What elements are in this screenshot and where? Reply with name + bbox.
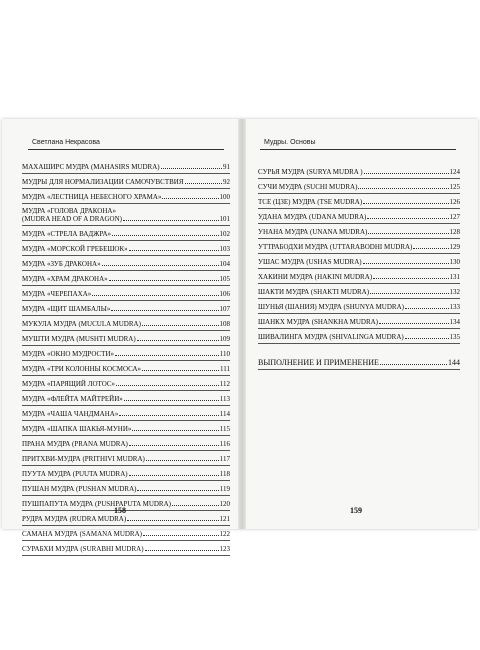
toc-entry xyxy=(22,361,230,376)
toc-entry xyxy=(22,391,230,406)
toc-entry-page: 125 xyxy=(449,183,460,191)
toc-entry-page: 107 xyxy=(219,305,230,313)
toc-entry-title: ШУНЬЯ (ШАНИЯ) МУДРА (SHUNYA MUDRA) xyxy=(258,303,404,311)
book-gutter xyxy=(238,119,246,529)
toc-dot-leader xyxy=(143,535,219,536)
toc-entry-title xyxy=(22,207,122,223)
toc-entry xyxy=(22,511,230,526)
toc-entry xyxy=(22,436,230,451)
toc-dot-leader xyxy=(146,460,219,461)
toc-dot-leader xyxy=(92,295,218,296)
toc-entry xyxy=(22,189,230,204)
toc-entry-page: 128 xyxy=(449,228,460,236)
toc-entry-title: МУКУЛА МУДРА (MUCULA MUDRA) xyxy=(22,320,141,328)
toc-dot-leader xyxy=(111,310,218,311)
toc-dot-leader xyxy=(119,415,218,416)
toc-entry-title: МУДРА «МОРСКОЙ ГРЕБЕШОК» xyxy=(22,245,128,253)
right-head-rule xyxy=(260,149,456,150)
toc-dot-leader xyxy=(129,250,219,251)
toc-dot-leader xyxy=(129,445,219,446)
toc-entry-title: ТСЕ (ЦЗЕ) МУДРА (TSE MUDRA) xyxy=(258,198,363,206)
left-head-rule xyxy=(28,149,224,150)
toc-entry xyxy=(22,406,230,421)
toc-entry-page: 116 xyxy=(219,440,230,448)
right-toc-list xyxy=(258,164,460,370)
toc-entry-title: УТТРАБОДХИ МУДРА (UTTARABODHI MUDRA) xyxy=(258,243,413,251)
toc-dot-leader xyxy=(145,550,219,551)
toc-entry-page: 132 xyxy=(449,288,460,296)
toc-entry-page: 121 xyxy=(219,515,230,523)
toc-entry-title: МУДРА «ЧАША ЧАНДМАНА» xyxy=(22,410,119,418)
toc-entry-title: МУДРА «ТРИ КОЛОННЫ КОСМОСА» xyxy=(22,365,142,373)
toc-entry-title: САМАНА МУДРА (SAMANA MUDRA) xyxy=(22,530,142,538)
toc-entry-page: 133 xyxy=(449,303,460,311)
toc-entry-title: СУЧИ МУДРА (SUCHI MUDRA) xyxy=(258,183,358,191)
toc-entry-page: 103 xyxy=(219,245,230,253)
toc-section-page: 144 xyxy=(448,358,460,367)
toc-entry-page: 92 xyxy=(223,178,230,186)
toc-entry-page: 123 xyxy=(219,545,230,553)
toc-entry-title: УНАНА МУДРА (UNANA MUDRA) xyxy=(258,228,368,236)
left-running-head: Светлана Некрасова xyxy=(32,139,100,146)
toc-entry-title: МУДРА «ЗУБ ДРАКОНА» xyxy=(22,260,101,268)
toc-entry xyxy=(22,204,230,226)
toc-entry-title: МУДРА «ЛЕСТНИЦА НЕБЕСНОГО ХРАМА» xyxy=(22,193,162,201)
toc-entry-title: УДАНА МУДРА (UDANA MUDRA) xyxy=(258,213,367,221)
toc-entry-page: 91 xyxy=(223,163,230,171)
toc-entry xyxy=(258,164,460,179)
toc-entry-title: ХАКИНИ МУДРА (HAKINI MUDRA) xyxy=(258,273,373,281)
toc-entry-title: ШАКТИ МУДРА (SHAKTI MUDRA) xyxy=(258,288,370,296)
toc-entry-page: 105 xyxy=(219,275,230,283)
toc-entry xyxy=(22,451,230,466)
toc-entry-page: 110 xyxy=(219,350,230,358)
toc-entry xyxy=(258,299,460,314)
toc-entry-title: МУДРЫ ДЛЯ НОРМАЛИЗАЦИИ САМОЧУВСТВИЯ xyxy=(22,178,184,186)
toc-dot-leader xyxy=(367,218,448,219)
toc-entry-page: 117 xyxy=(219,455,230,463)
toc-entry-title: ПРАНА МУДРА (PRANA MUDRA) xyxy=(22,440,128,448)
toc-entry-page: 112 xyxy=(219,380,230,388)
toc-entry-page: 122 xyxy=(219,530,230,538)
toc-entry-title: МУДРА «ЧЕРЕПАХА» xyxy=(22,290,92,298)
toc-entry-page: 127 xyxy=(449,213,460,221)
right-page-number: 159 xyxy=(350,506,362,515)
toc-entry-title: ПУУТА МУДРА (PUUTA MUDRA) xyxy=(22,470,128,478)
toc-dot-leader xyxy=(116,385,219,386)
toc-entry-title: МУДРА «ОКНО МУДРОСТИ» xyxy=(22,350,115,358)
toc-dot-leader xyxy=(112,235,218,236)
toc-entry xyxy=(258,224,460,239)
toc-entry-title: СУРАБХИ МУДРА (SURABHI MUDRA) xyxy=(22,545,144,553)
toc-dot-leader xyxy=(142,370,219,371)
toc-dot-leader xyxy=(358,188,448,189)
toc-entry-title: МУШТИ МУДРА (MUSHTI MUDRA) xyxy=(22,335,136,343)
toc-entry-title: ШАНКХ МУДРА (SHANKHA MUDRA) xyxy=(258,318,379,326)
toc-entry-title: ПРИТХВИ-МУДРА (PRITHIVI MUDRA) xyxy=(22,455,145,463)
toc-dot-leader xyxy=(115,355,219,356)
toc-dot-leader xyxy=(373,278,448,279)
toc-entry-page: 131 xyxy=(449,273,460,281)
toc-entry xyxy=(22,376,230,391)
toc-entry xyxy=(258,329,460,344)
toc-entry-page: 102 xyxy=(219,230,230,238)
left-page-number: 158 xyxy=(114,506,126,515)
toc-entry-page: 115 xyxy=(219,425,230,433)
toc-dot-leader xyxy=(123,220,219,221)
toc-section-entry xyxy=(258,354,460,370)
toc-entry xyxy=(258,179,460,194)
toc-dot-leader xyxy=(405,308,449,309)
toc-entry-title: МУДРА «ПАРЯЩИЙ ЛОТОС» xyxy=(22,380,115,388)
toc-entry-page: 135 xyxy=(449,333,460,341)
toc-entry-page: 129 xyxy=(449,243,460,251)
toc-entry xyxy=(22,481,230,496)
toc-dot-leader xyxy=(161,168,222,169)
toc-entry-page: 113 xyxy=(219,395,230,403)
toc-entry-title-line1: МУДРА «ГОЛОВА ДРАКОНА» xyxy=(22,207,116,215)
toc-dot-leader xyxy=(137,490,218,491)
toc-dot-leader xyxy=(368,233,448,234)
toc-entry-page: 114 xyxy=(219,410,230,418)
toc-entry xyxy=(22,159,230,174)
toc-dot-leader xyxy=(363,203,448,204)
toc-dot-leader xyxy=(162,198,218,199)
toc-entry xyxy=(258,239,460,254)
right-running-head: Мудры. Основы xyxy=(264,139,316,146)
toc-entry-page: 100 xyxy=(219,193,230,201)
toc-dot-leader xyxy=(102,265,219,266)
toc-entry xyxy=(22,526,230,541)
left-toc-list xyxy=(22,159,230,556)
toc-entry-title: МУДРА «СТРЕЛА ВАДЖРА» xyxy=(22,230,112,238)
toc-entry-title: ШИВАЛИНГА МУДРА (SHIVALINGA MUDRA) xyxy=(258,333,404,341)
toc-dot-leader xyxy=(132,430,218,431)
toc-entry-page: 126 xyxy=(449,198,460,206)
toc-dot-leader xyxy=(142,325,219,326)
toc-entry-title-line2: (MUDRA HEAD OF A DRAGON) xyxy=(22,215,122,223)
toc-entry xyxy=(22,174,230,189)
toc-entry-page: 118 xyxy=(219,470,230,478)
toc-entry xyxy=(258,254,460,269)
toc-entry-page: 111 xyxy=(220,365,230,373)
toc-entry-title: МУДРА «ХРАМ ДРАКОНА» xyxy=(22,275,108,283)
toc-entry-page: 124 xyxy=(449,168,460,176)
toc-entry-title: ПУШАН МУДРА (PUSHAN MUDRA) xyxy=(22,485,137,493)
toc-dot-leader xyxy=(413,248,448,249)
toc-dot-leader xyxy=(364,173,449,174)
toc-entry-title: МАХАШИРС МУДРА (MAHASIRS MUDRA) xyxy=(22,163,160,171)
toc-entry xyxy=(22,286,230,301)
toc-dot-leader xyxy=(405,338,449,339)
toc-entry-title: РУДРА МУДРА (RUDRA MUDRA) xyxy=(22,515,127,523)
toc-entry xyxy=(22,226,230,241)
toc-entry-page: 108 xyxy=(219,320,230,328)
toc-entry xyxy=(22,466,230,481)
toc-entry-page: 119 xyxy=(219,485,230,493)
toc-entry xyxy=(22,346,230,361)
toc-entry xyxy=(22,421,230,436)
toc-entry-title: МУДРА «ЩИТ ШАМБАЛЫ» xyxy=(22,305,111,313)
toc-entry-page: 101 xyxy=(219,215,230,223)
toc-entry xyxy=(22,541,230,556)
toc-dot-leader xyxy=(127,520,218,521)
toc-entry xyxy=(258,194,460,209)
toc-dot-leader xyxy=(124,400,219,401)
toc-entry xyxy=(22,316,230,331)
toc-dot-leader xyxy=(363,263,449,264)
toc-entry xyxy=(22,496,230,511)
toc-entry xyxy=(258,284,460,299)
toc-entry-page: 134 xyxy=(449,318,460,326)
toc-entry-page: 120 xyxy=(219,500,230,508)
toc-section-title: ВЫПОЛНЕНИЕ И ПРИМЕНЕНИЕ xyxy=(258,358,379,367)
left-page xyxy=(2,119,238,553)
toc-entry-title: УШАС МУДРА (USHAS MUDRA) xyxy=(258,258,362,266)
toc-dot-leader xyxy=(109,280,219,281)
right-page xyxy=(246,119,478,529)
toc-dot-leader xyxy=(185,183,223,184)
toc-dot-leader xyxy=(137,340,219,341)
toc-dot-leader xyxy=(380,364,447,365)
toc-entry xyxy=(22,241,230,256)
toc-dot-leader xyxy=(370,293,448,294)
toc-dot-leader xyxy=(379,323,448,324)
toc-entry xyxy=(22,301,230,316)
toc-dot-leader xyxy=(129,475,219,476)
toc-entry-page: 104 xyxy=(219,260,230,268)
toc-entry-title: ПУШПАПУТА МУДРА (PUSHPAPUTA MUDRA) xyxy=(22,500,171,508)
toc-entry xyxy=(22,331,230,346)
toc-entry-page: 106 xyxy=(219,290,230,298)
toc-entry-title: СУРЬЯ МУДРА (SURYA MUDRA ) xyxy=(258,168,363,176)
toc-entry-page: 130 xyxy=(449,258,460,266)
toc-entry xyxy=(22,256,230,271)
book-spread xyxy=(2,119,478,553)
toc-entry-title: МУДРА «ШАПКА ШАКЬЯ-МУНИ» xyxy=(22,425,132,433)
toc-entry-page: 109 xyxy=(219,335,230,343)
toc-dot-leader xyxy=(172,505,219,506)
toc-entry-title: МУДРА «ФЛЕЙТА МАЙТРЕЙИ» xyxy=(22,395,123,403)
toc-entry xyxy=(258,269,460,284)
toc-entry xyxy=(22,271,230,286)
toc-entry xyxy=(258,314,460,329)
toc-entry xyxy=(258,209,460,224)
